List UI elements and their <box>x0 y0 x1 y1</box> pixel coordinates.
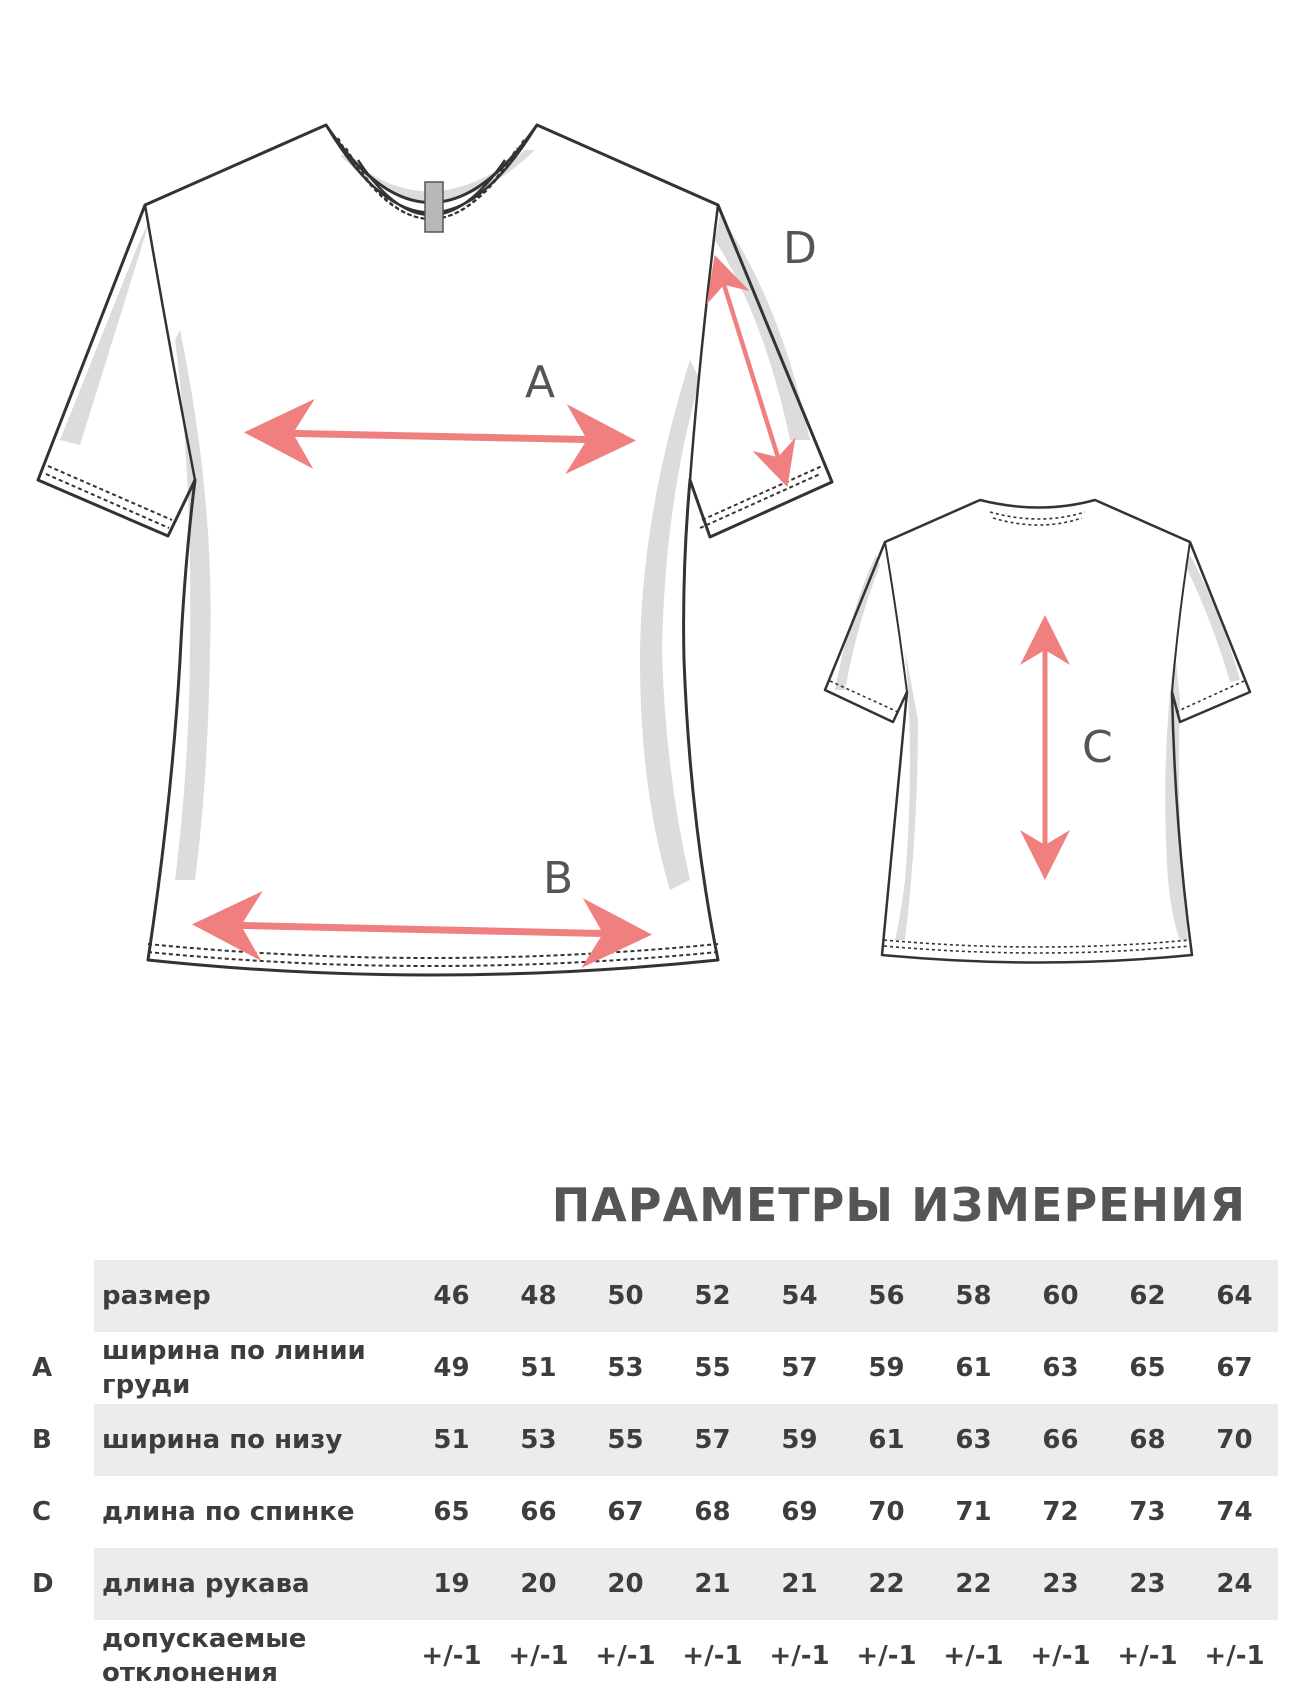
value-cell: +/-1 <box>421 1641 482 1671</box>
size-cell: 58 <box>930 1260 1017 1332</box>
value-cell: +/-1 <box>769 1641 830 1671</box>
value-cell: 59 <box>868 1353 905 1383</box>
value-cell: +/-1 <box>1204 1641 1265 1671</box>
value-cell: 66 <box>520 1497 557 1527</box>
row-code: C <box>20 1476 94 1548</box>
value-cell: 70 <box>868 1497 905 1527</box>
label-a: A <box>525 357 556 408</box>
value-cell: 66 <box>1017 1404 1104 1476</box>
row-label: длина по спинке <box>102 1497 355 1527</box>
value-cell: 65 <box>433 1497 470 1527</box>
row-code: D <box>20 1548 94 1620</box>
value-cell: 74 <box>1216 1497 1253 1527</box>
size-cell: 64 <box>1191 1260 1278 1332</box>
row-code: A <box>20 1332 94 1404</box>
row-label: допускаемые отклонения <box>102 1624 307 1688</box>
back-tshirt <box>825 500 1250 963</box>
size-cell: 46 <box>408 1260 495 1332</box>
label-d: D <box>783 223 817 274</box>
value-cell: 69 <box>781 1497 818 1527</box>
value-cell: 72 <box>1042 1497 1079 1527</box>
value-cell: 20 <box>495 1548 582 1620</box>
value-cell: 73 <box>1129 1497 1166 1527</box>
size-cell: 60 <box>1017 1260 1104 1332</box>
value-cell: 21 <box>756 1548 843 1620</box>
arrow-b <box>220 925 624 934</box>
value-cell: 63 <box>1042 1353 1079 1383</box>
table-row <box>20 1620 1278 1692</box>
table-row <box>20 1476 1278 1548</box>
value-cell: 51 <box>520 1353 557 1383</box>
value-cell: 59 <box>756 1404 843 1476</box>
size-cell: 56 <box>843 1260 930 1332</box>
value-cell: 63 <box>930 1404 1017 1476</box>
value-cell: 53 <box>495 1404 582 1476</box>
value-cell: +/-1 <box>1030 1641 1091 1671</box>
table-title: ПАРАМЕТРЫ ИЗМЕРЕНИЯ <box>551 1178 1246 1232</box>
row-label: ширина по линии груди <box>102 1336 366 1400</box>
value-cell: 68 <box>694 1497 731 1527</box>
size-cell: 62 <box>1104 1260 1191 1332</box>
value-cell: +/-1 <box>595 1641 656 1671</box>
size-cell: 50 <box>582 1260 669 1332</box>
value-cell: 71 <box>955 1497 992 1527</box>
value-cell: 55 <box>582 1404 669 1476</box>
size-cell: 54 <box>756 1260 843 1332</box>
value-cell: 68 <box>1104 1404 1191 1476</box>
value-cell: 20 <box>582 1548 669 1620</box>
value-cell: +/-1 <box>856 1641 917 1671</box>
value-cell: 57 <box>669 1404 756 1476</box>
value-cell: +/-1 <box>508 1641 569 1671</box>
size-cell: 52 <box>669 1260 756 1332</box>
value-cell: +/-1 <box>682 1641 743 1671</box>
value-cell: 19 <box>408 1548 495 1620</box>
value-cell: 67 <box>607 1497 644 1527</box>
value-cell: 53 <box>607 1353 644 1383</box>
value-cell: 23 <box>1104 1548 1191 1620</box>
value-cell: 22 <box>843 1548 930 1620</box>
label-b: B <box>543 853 574 904</box>
value-cell: 51 <box>408 1404 495 1476</box>
size-table <box>20 1260 1278 1692</box>
value-cell: 61 <box>843 1404 930 1476</box>
value-cell: +/-1 <box>1117 1641 1178 1671</box>
value-cell: +/-1 <box>943 1641 1004 1671</box>
value-cell: 55 <box>694 1353 731 1383</box>
value-cell: 67 <box>1216 1353 1253 1383</box>
row-label: размер <box>94 1260 408 1332</box>
row-label: ширина по низу <box>94 1404 408 1476</box>
value-cell: 24 <box>1191 1548 1278 1620</box>
row-code <box>20 1260 94 1332</box>
value-cell: 21 <box>669 1548 756 1620</box>
table-row <box>20 1548 1278 1620</box>
value-cell: 22 <box>930 1548 1017 1620</box>
row-code <box>20 1620 94 1692</box>
table-row <box>20 1404 1278 1476</box>
front-tshirt <box>38 125 832 975</box>
row-code: B <box>20 1404 94 1476</box>
value-cell: 49 <box>433 1353 470 1383</box>
value-cell: 23 <box>1017 1548 1104 1620</box>
value-cell: 57 <box>781 1353 818 1383</box>
value-cell: 61 <box>955 1353 992 1383</box>
label-c: C <box>1082 722 1113 773</box>
arrow-a <box>272 433 608 440</box>
row-label: длина рукава <box>94 1548 408 1620</box>
size-cell: 48 <box>495 1260 582 1332</box>
value-cell: 70 <box>1191 1404 1278 1476</box>
table-row <box>20 1332 1278 1404</box>
value-cell: 65 <box>1129 1353 1166 1383</box>
size-header-row <box>20 1260 1278 1332</box>
